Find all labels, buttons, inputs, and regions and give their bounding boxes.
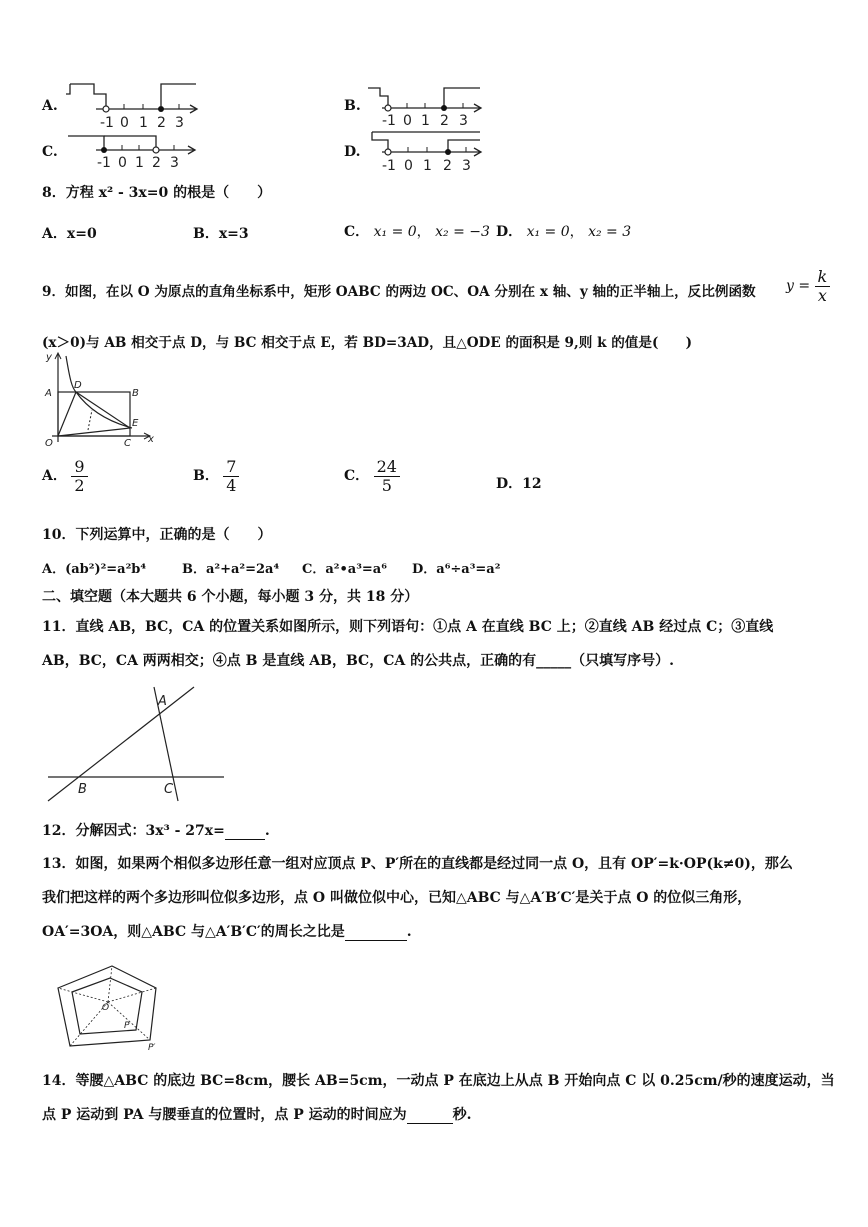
- q7-option-d-label[interactable]: D.: [344, 144, 361, 160]
- q7b-tick-2: 1: [421, 113, 430, 128]
- q8-option-d-label: D．: [496, 224, 523, 240]
- q7b-tick-3: 2: [440, 113, 449, 128]
- q8-d-x2: x₂ = 3: [588, 224, 632, 240]
- q9-func-y: y =: [786, 278, 811, 295]
- q10-option-b[interactable]: B．a²+a²=2a⁴: [182, 562, 280, 577]
- q9-b-num: 7: [223, 458, 239, 477]
- q11-fig-label-A: A: [158, 694, 167, 709]
- q7c-tick-2: 1: [135, 155, 144, 170]
- q8-stem: 8．方程 x² - 3x=0 的根是（ ）: [42, 185, 272, 201]
- q8-c-x2: x₂ = −3: [435, 224, 490, 240]
- q9-stem-line1: 9．如图，在以 O 为原点的直角坐标系中，矩形 OABC 的两边 OC、OA 分别在 x 轴、y 轴的正半轴上，反比例函数: [42, 284, 756, 300]
- q11-fig-label-B: B: [78, 782, 87, 797]
- q14-line1: 14．等腰△ABC 的底边 BC=8cm，腰长 AB=5cm，一动点 P 在底边上从点 B 开始向点 C 以 0.25cm/秒的速度运动，当: [42, 1073, 835, 1089]
- q9-function: [786, 268, 830, 304]
- q9-option-a-label: A．: [42, 468, 67, 485]
- q9-fig-label-D: D: [74, 380, 82, 391]
- q9-fig-label-E: E: [132, 418, 139, 429]
- q7-option-c-label[interactable]: C.: [42, 144, 58, 160]
- q13-line1: 13．如图，如果两个相似多边形任意一组对应顶点 P、P′所在的直线都是经过同一点 O，且有 OP′=k·OP(k≠0)，那么: [42, 856, 793, 872]
- q7-option-b-figure: [368, 80, 488, 128]
- q9-fig-label-B: B: [132, 388, 139, 399]
- q9-c-den: 5: [381, 475, 392, 495]
- q13-end: .: [406, 924, 412, 940]
- q10-option-a[interactable]: A．(ab²)²=a²b⁴: [42, 562, 147, 577]
- q9-fig-label-O: O: [45, 438, 53, 449]
- q13-line3-text: OA′=3OA，则△ABC 与△A′B′C′的周长之比是: [42, 924, 345, 940]
- q9-b-den: 4: [226, 475, 237, 495]
- q9-option-b[interactable]: [193, 458, 239, 494]
- q10-option-d[interactable]: D．a⁶÷a³=a²: [412, 562, 501, 577]
- q11-fig-label-C: C: [164, 782, 174, 797]
- q9-option-a[interactable]: [42, 458, 88, 494]
- q14-line2: [42, 1104, 472, 1124]
- q9-a-den: 2: [74, 475, 85, 495]
- q7d-tick-3: 2: [443, 158, 452, 174]
- q14-line2-end: 秒.: [452, 1107, 472, 1123]
- q7c-tick-3: 2: [152, 155, 161, 170]
- q7b-tick-1: 0: [403, 113, 412, 128]
- q9-option-c[interactable]: [344, 458, 400, 494]
- q8-option-b[interactable]: B．x=3: [193, 226, 249, 242]
- q13-line3: [42, 921, 412, 941]
- q13-figure: [50, 962, 165, 1052]
- q7b-tick-0: -1: [382, 113, 396, 128]
- q13-answer-blank[interactable]: [345, 924, 407, 941]
- q7d-tick-4: 3: [462, 158, 471, 174]
- q8-option-a[interactable]: A．x=0: [42, 226, 97, 242]
- q8-option-d[interactable]: D． x₁ = 0， x₂ = 3: [496, 224, 632, 240]
- q13-fig-label-O: O: [102, 1003, 110, 1013]
- q7a-tick-0: -1: [100, 115, 114, 131]
- q12-text: 12．分解因式：3x³ - 27x=: [42, 823, 225, 839]
- q12-end: .: [264, 823, 270, 839]
- q11-figure: [44, 683, 229, 805]
- q9-func-num: k: [815, 268, 831, 287]
- q7d-tick-1: 0: [404, 158, 413, 174]
- q7d-tick-0: -1: [382, 158, 396, 174]
- q7b-tick-4: 3: [459, 113, 468, 128]
- q9-stem-line2: (x＞0)与 AB 相交于点 D，与 BC 相交于点 E，若 BD=3AD，且△ODE 的面积是 9,则 k 的值是( ): [42, 335, 693, 351]
- q13-fig-label-P: P: [124, 1021, 130, 1031]
- q10-option-c[interactable]: C．a²•a³=a⁶: [302, 562, 387, 577]
- q9-fig-label-y: y: [46, 352, 52, 363]
- q7a-tick-2: 1: [139, 115, 148, 131]
- q14-line2-text: 点 P 运动到 PA 与腰垂直的位置时，点 P 运动的时间应为: [42, 1107, 407, 1123]
- q8-option-c-label: C．: [344, 224, 370, 240]
- q9-fig-label-C: C: [124, 438, 131, 449]
- q9-option-b-label: B．: [193, 468, 219, 485]
- q9-a-num: 9: [71, 458, 87, 477]
- q10-stem: 10．下列运算中，正确的是（ ）: [42, 527, 272, 543]
- q12-answer-blank[interactable]: [225, 823, 265, 840]
- q8-c-x1: x₁ = 0: [373, 224, 417, 240]
- q7a-tick-4: 3: [175, 115, 184, 131]
- q11-line2: AB，BC，CA 两两相交；④点 B 是直线 AB，BC，CA 的公共点，正确的有_____（只填写序号）.: [42, 653, 674, 669]
- q7-option-a-label[interactable]: A.: [42, 98, 58, 114]
- q13-fig-label-P-prime: P′: [148, 1043, 156, 1052]
- q7c-tick-1: 0: [118, 155, 127, 170]
- q9-fig-label-x: x: [148, 434, 154, 445]
- q12-stem: [42, 820, 270, 840]
- section-2-heading: 二、填空题（本大题共 6 个小题，每小题 3 分，共 18 分）: [42, 589, 419, 605]
- q7c-tick-4: 3: [170, 155, 179, 170]
- q7-option-a-figure: [66, 80, 201, 132]
- q7d-tick-2: 1: [423, 158, 432, 174]
- q7a-tick-3: 2: [157, 115, 166, 131]
- q8-d-x1: x₁ = 0: [526, 224, 570, 240]
- q14-answer-blank[interactable]: [407, 1107, 453, 1124]
- q7a-tick-1: 0: [120, 115, 129, 131]
- q9-option-c-label: C．: [344, 468, 370, 485]
- q9-figure: [40, 350, 160, 450]
- q7-option-c-figure: [66, 130, 201, 170]
- q13-line2: 我们把这样的两个多边形叫位似多边形，点 O 叫做位似中心，已知△ABC 与△A′B′C′是关于点 O 的位似三角形，: [42, 890, 752, 906]
- q9-c-num: 24: [374, 458, 400, 477]
- q9-func-den: x: [817, 285, 827, 305]
- q7-option-b-label[interactable]: B.: [344, 98, 361, 114]
- q9-option-d[interactable]: D．12: [496, 476, 542, 492]
- q7c-tick-0: -1: [97, 155, 111, 170]
- q9-fig-label-A: A: [45, 388, 52, 399]
- q11-line1: 11．直线 AB，BC，CA 的位置关系如图所示，则下列语句：①点 A 在直线 BC 上；②直线 AB 经过点 C；③直线: [42, 619, 774, 635]
- q7-option-d-figure: [368, 128, 488, 174]
- q8-option-c[interactable]: C． x₁ = 0， x₂ = −3: [344, 224, 490, 240]
